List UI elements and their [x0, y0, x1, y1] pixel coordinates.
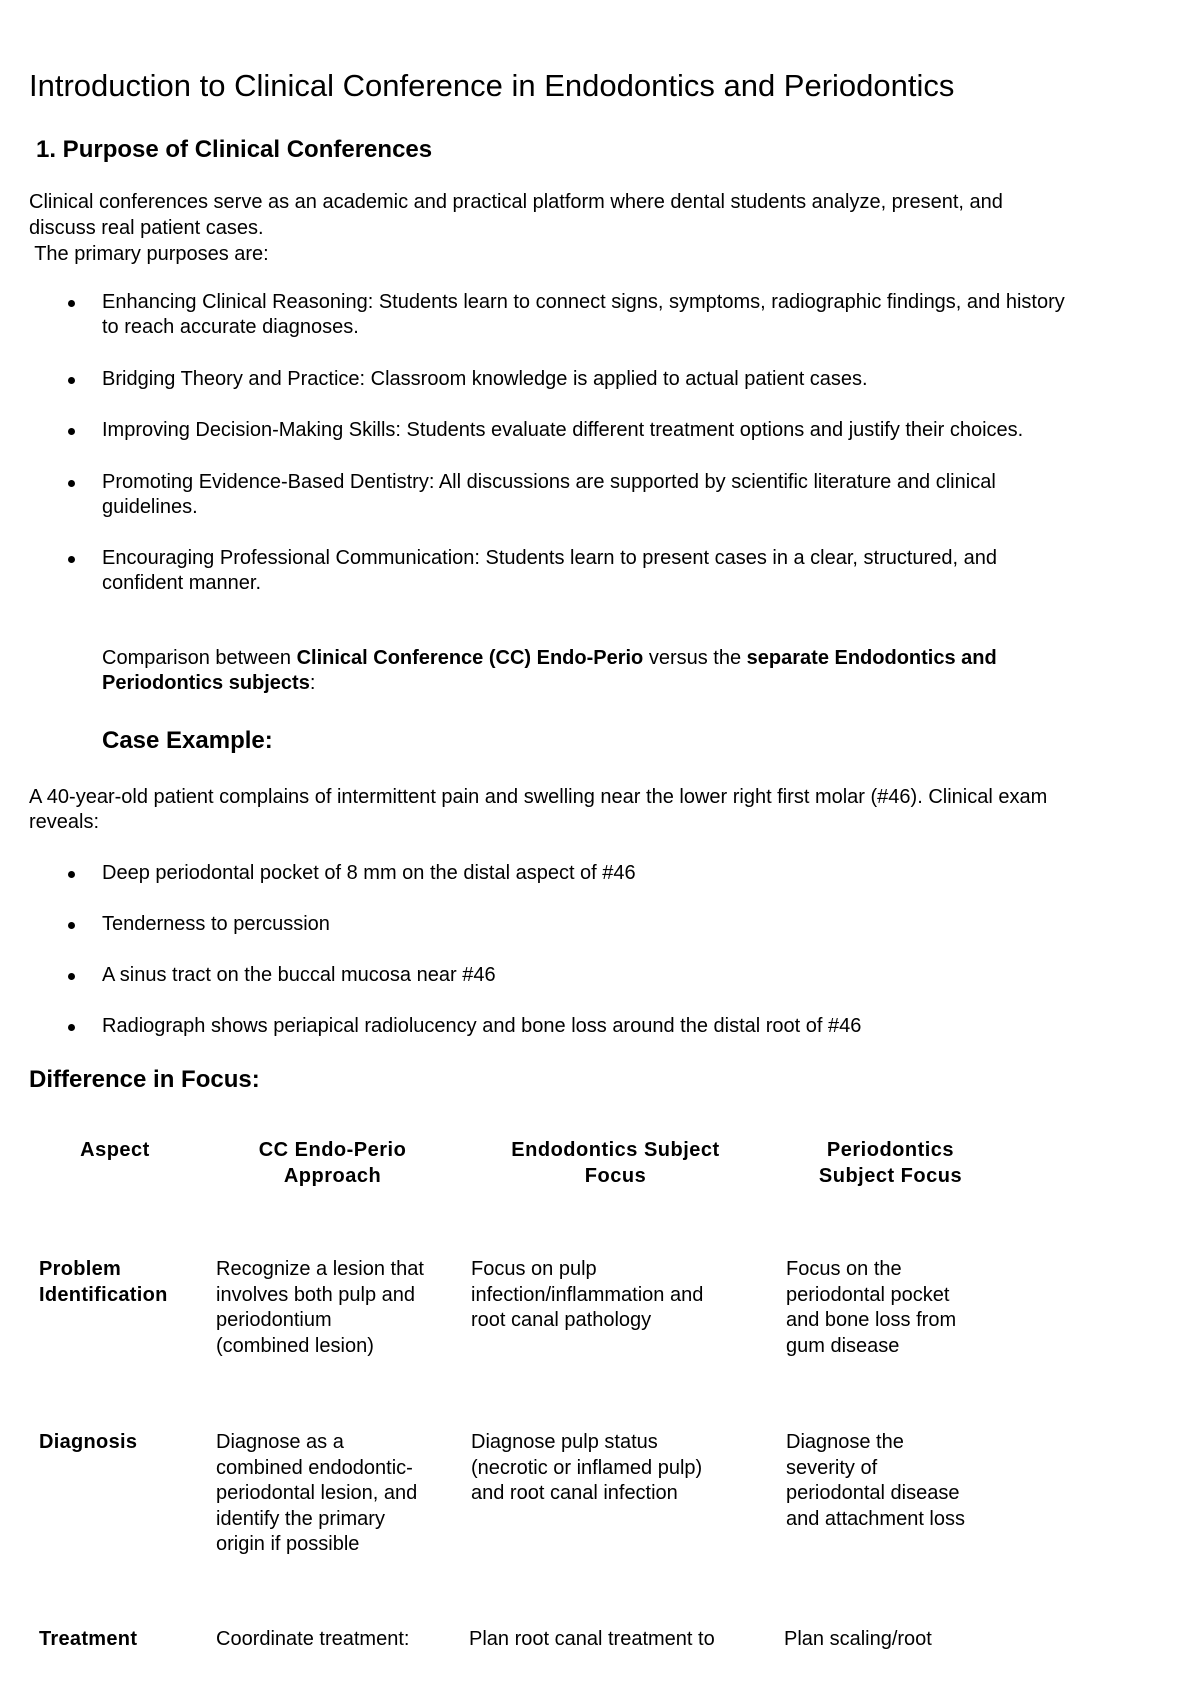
table-header-cell: Periodontics Subject Focus: [818, 1139, 963, 1187]
list-item-text: A sinus tract on the buccal mucosa near #46: [102, 964, 496, 986]
comparison-separate-label-cont: Periodontics subjects: [102, 672, 310, 694]
bullet-icon: [68, 973, 75, 980]
bullet-icon: [68, 428, 75, 435]
purpose-intro-line: The primary purposes are:: [29, 243, 269, 265]
comparison-suffix: :: [309, 672, 316, 694]
table-row-aspect: Problem Identification: [39, 1258, 168, 1306]
table-cell-endo: Diagnose pulp status (necrotic or inflamed pulp) and root canal infection: [471, 1431, 703, 1504]
list-item-text: Radiograph shows periapical radiolucency and bone loss around the distal root of #46: [102, 1015, 862, 1037]
table-row-aspect: Diagnosis: [39, 1431, 138, 1453]
table-row-aspect: Treatment: [39, 1628, 138, 1650]
table-header-cell: Aspect: [80, 1139, 150, 1161]
case-intro: [29, 785, 1189, 835]
list-item-text: confident manner.: [102, 572, 261, 594]
bullet-icon: [68, 922, 75, 929]
purpose-intro-line: discuss real patient cases.: [29, 217, 264, 239]
difference-in-focus-heading: Difference in Focus:: [29, 1066, 260, 1093]
comparison-prefix: Comparison between: [102, 647, 297, 669]
list-item-text: Enhancing Clinical Reasoning: Students learn to connect signs, symptoms, radiographic findings, and history: [102, 291, 1065, 313]
case-intro-line: reveals:: [29, 811, 100, 833]
table-header-cell: CC Endo-Perio Approach: [258, 1139, 407, 1187]
list-item-text: Improving Decision-Making Skills: Students evaluate different treatment options and justify their choices.: [102, 419, 1024, 441]
list-item-text: Promoting Evidence-Based Dentistry: All discussions are supported by scientific literature and clinical: [102, 471, 996, 493]
bullet-icon: [68, 1024, 75, 1031]
list-item-text: Encouraging Professional Communication: Students learn to present cases in a clear, structured, and: [102, 547, 997, 569]
table-cell-endo: Focus on pulp infection/inflammation and root canal pathology: [471, 1258, 704, 1331]
table-cell-cc: Recognize a lesion that involves both pulp and periodontium (combined lesion): [216, 1258, 424, 1357]
bullet-icon: [68, 377, 75, 384]
bullet-icon: [68, 300, 75, 307]
comparison-cc-label: Clinical Conference (CC) Endo-Perio: [296, 647, 644, 669]
document-title: Introduction to Clinical Conference in Endodontics and Periodontics: [29, 68, 955, 103]
purpose-intro-line: Clinical conferences serve as an academic and practical platform where dental students analyze, present, and: [29, 191, 1003, 213]
list-item-text: to reach accurate diagnoses.: [102, 316, 359, 338]
table-cell-endo: Plan root canal treatment to: [469, 1628, 715, 1650]
comparison-sentence: [102, 646, 1152, 696]
table-cell-perio: Focus on the periodontal pocket and bone loss from gum disease: [786, 1258, 957, 1357]
bullet-icon: [68, 480, 75, 487]
table-cell-perio: Plan scaling/root: [784, 1628, 932, 1650]
purpose-intro: [29, 189, 1179, 267]
case-example-heading: Case Example:: [102, 727, 273, 754]
list-item-text: Tenderness to percussion: [102, 913, 330, 935]
table-header-cell: Endodontics Subject Focus: [511, 1139, 720, 1187]
section-heading-purpose: 1. Purpose of Clinical Conferences: [36, 136, 433, 163]
list-item-text: Bridging Theory and Practice: Classroom knowledge is applied to actual patient cases.: [102, 368, 868, 390]
comparison-separate-label: separate Endodontics and: [746, 647, 997, 669]
list-item-text: guidelines.: [102, 496, 198, 518]
bullet-icon: [68, 871, 75, 878]
case-intro-line: A 40-year-old patient complains of intermittent pain and swelling near the lower right first molar (#46). Clinical exam: [29, 786, 1048, 808]
table-cell-perio: Diagnose the severity of periodontal disease and attachment loss: [786, 1431, 965, 1530]
table-cell-cc: Coordinate treatment:: [216, 1628, 410, 1650]
list-item-text: Deep periodontal pocket of 8 mm on the distal aspect of #46: [102, 862, 636, 884]
bullet-icon: [68, 556, 75, 563]
comparison-middle: versus the: [643, 647, 747, 669]
table-cell-cc: Diagnose as a combined endodontic- periodontal lesion, and identify the primary origin if possible: [216, 1431, 418, 1555]
